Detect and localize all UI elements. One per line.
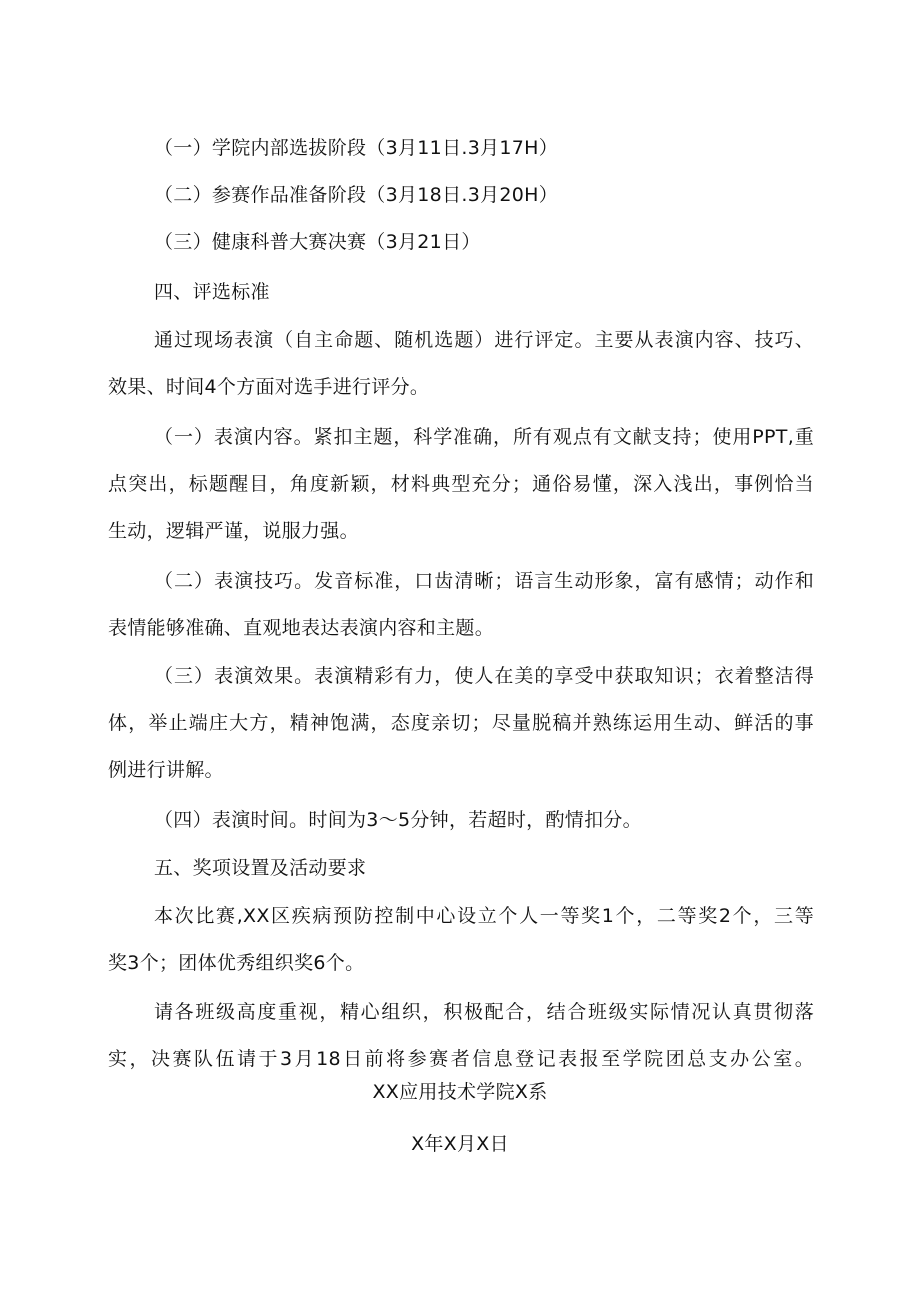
requirements-line-2: 实，决赛队伍请于3月18日前将参赛者信息登记表报至学院团总支办公室。	[108, 1048, 814, 1070]
criteria-skill-line-1: （二）表演技巧。发音标准，口齿清晰；语言生动形象，富有感情；动作和	[154, 570, 814, 592]
criteria-intro-line-1: 通过现场表演（自主命题、随机选题）进行评定。主要从表演内容、技巧、	[154, 329, 814, 351]
criteria-content-line-2: 点突出，标题醒目，角度新颖，材料典型充分；通俗易懂，深入浅出，事例恰当	[108, 473, 814, 495]
awards-line-1: 本次比赛,XX区疾病预防控制中心设立个人一等奖1个，二等奖2个，三等	[154, 905, 814, 927]
signature: XX应用技术学院X系	[372, 1081, 548, 1103]
section-5-heading: 五、奖项设置及活动要求	[154, 857, 367, 879]
criteria-effect-line-3: 例进行讲解。	[108, 759, 224, 781]
section-4-heading: 四、评选标准	[154, 281, 270, 303]
criteria-content-line-1: （一）表演内容。紧扣主题，科学准确，所有观点有文献支持；使用PPT,重	[154, 426, 814, 448]
date: X年X月X日	[411, 1133, 509, 1155]
awards-line-2: 奖3个；团体优秀组织奖6个。	[108, 952, 365, 974]
criteria-effect-line-1: （三）表演效果。表演精彩有力，使人在美的享受中获取知识；衣着整洁得	[154, 665, 814, 687]
stage-2: （二）参赛作品准备阶段（3月18日.3月20H）	[154, 184, 559, 206]
criteria-intro-line-2: 效果、时间4个方面对选手进行评分。	[108, 376, 430, 398]
requirements-line-1: 请各班级高度重视，精心组织，积极配合，结合班级实际情况认真贯彻落	[154, 1001, 814, 1023]
stage-3: （三）健康科普大赛决赛（3月21日）	[154, 231, 481, 253]
criteria-content-line-3: 生动，逻辑严谨，说服力强。	[108, 520, 359, 542]
criteria-time: （四）表演时间。时间为3〜5分钟，若超时，酌情扣分。	[154, 809, 642, 831]
criteria-skill-line-2: 表情能够准确、直观地表达表演内容和主题。	[108, 617, 495, 639]
stage-1: （一）学院内部选拔阶段（3月11日.3月17H）	[154, 137, 559, 159]
criteria-effect-line-2: 体，举止端庄大方，精神饱满，态度亲切；尽量脱稿并熟练运用生动、鲜活的事	[108, 712, 814, 734]
